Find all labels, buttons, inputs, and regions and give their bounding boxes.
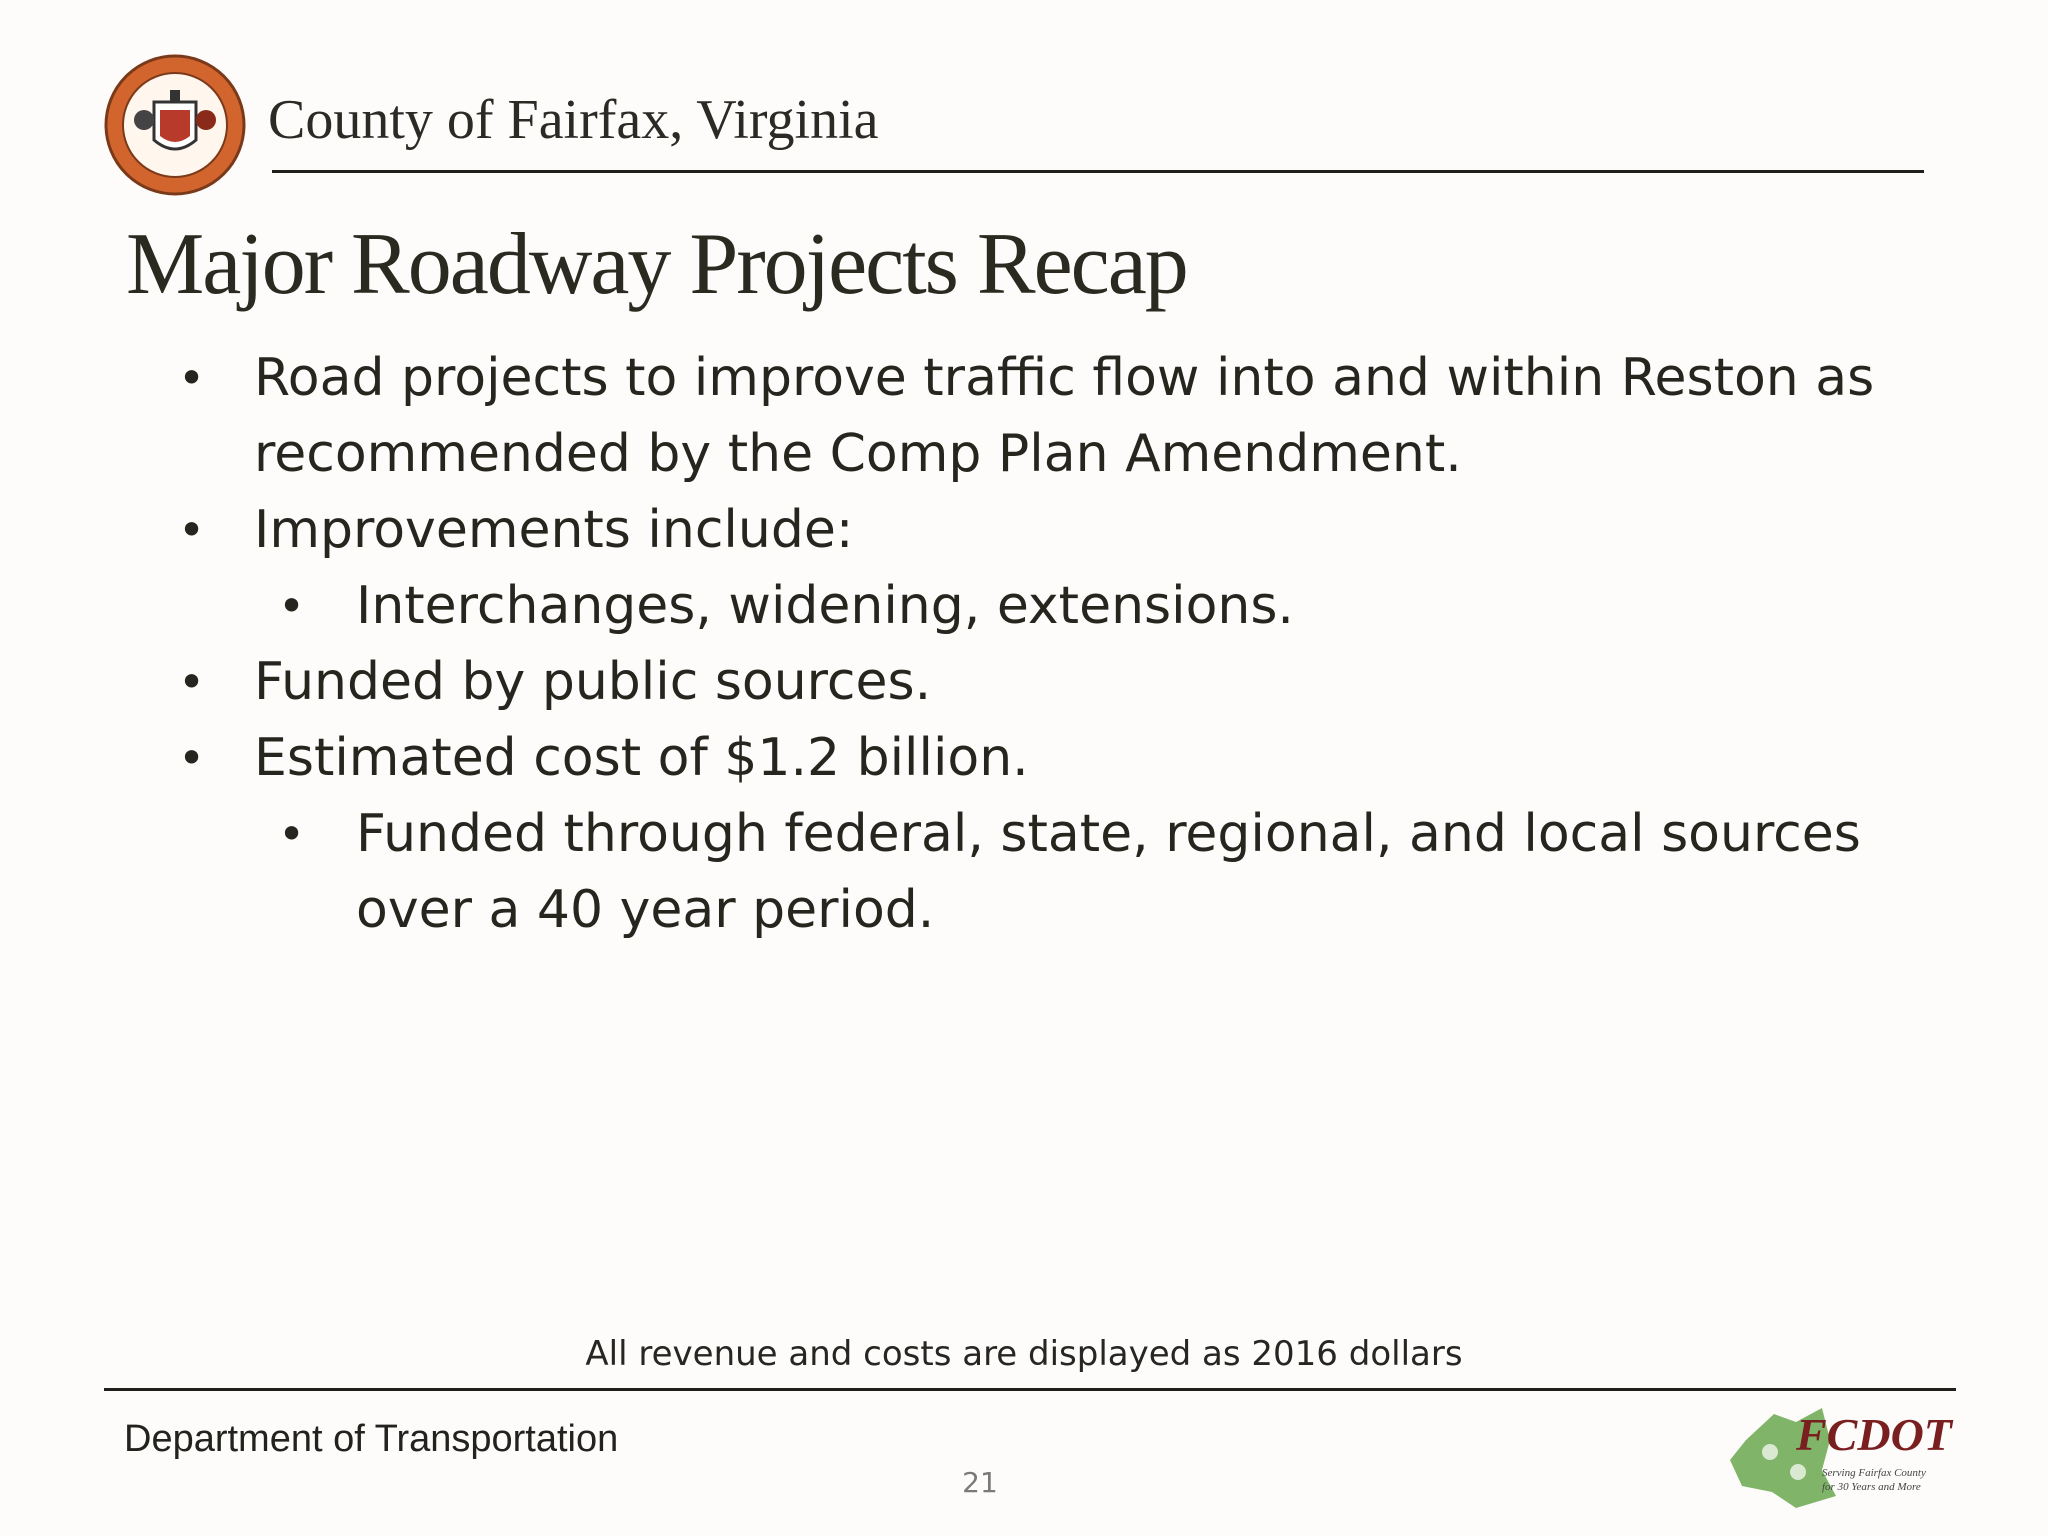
county-seal-icon [104, 54, 246, 196]
footer-divider [104, 1388, 1956, 1391]
bullet-text: Funded by public sources. [254, 652, 932, 712]
page-number: 21 [962, 1466, 998, 1499]
svg-text:Serving Fairfax County: Serving Fairfax County [1822, 1467, 1926, 1479]
bullet-text: Funded through federal, state, regional, and local sources over a 40 year period. [356, 804, 1861, 940]
department-name: Department of Transportation [124, 1418, 619, 1460]
bullet-dot-icon: • [278, 579, 306, 633]
bullet-dot-icon: • [178, 351, 206, 405]
bullet-item [178, 720, 1914, 796]
svg-text:FCDOT: FCDOT [1796, 1409, 1952, 1460]
bullet-text: Improvements include: [254, 500, 854, 560]
bullet-text: Road projects to improve traffic flow into and within Reston as recommended by the Comp Plan Amendment. [254, 348, 1875, 484]
bullet-item [178, 492, 1914, 568]
org-name: County of Fairfax, Virginia [268, 89, 879, 151]
bullet-dot-icon: • [278, 807, 306, 861]
bullet-dot-icon: • [178, 731, 206, 785]
footnote: All revenue and costs are displayed as 2016 dollars [585, 1334, 1463, 1374]
bullet-item [278, 796, 1956, 948]
bullet-item [278, 568, 1956, 644]
header-divider [272, 170, 1924, 173]
bullet-item [178, 644, 1914, 720]
bullet-text: Interchanges, widening, extensions. [356, 576, 1294, 636]
slide-title: Major Roadway Projects Recap [126, 216, 1187, 313]
bullet-text: Estimated cost of $1.2 billion. [254, 728, 1029, 788]
bullet-dot-icon: • [178, 655, 206, 709]
bullet-dot-icon: • [178, 503, 206, 557]
bullet-item [178, 340, 1914, 492]
svg-text:for 30 Years and More: for 30 Years and More [1822, 1481, 1921, 1493]
fcdot-logo-icon [1726, 1400, 1964, 1512]
